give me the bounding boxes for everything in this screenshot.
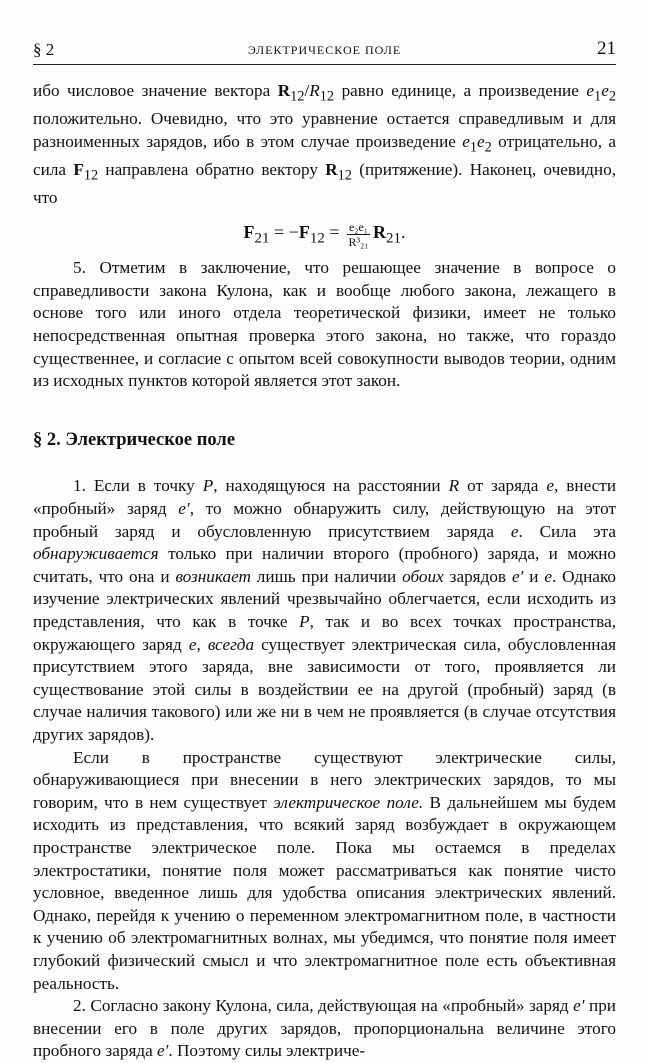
page-number: 21 xyxy=(597,38,616,59)
paragraph-field: Если в пространстве существуют электрические силы, обнаруживающиеся при внесении в него электрических зарядов, то мы говорим, что в нем существует электрическое поле. В дальнейшем мы будем исходить из представления, что всякий заряд возбуждает в окружающем пространстве электрическое поле. Пока мы остаемся в пределах электростатики, понятие поля может рассматриваться как понятие чисто условное, введенное лишь для удобства описания электрических явлений. Однако, перейдя к учению о переменном электромагнитном поле, в частности к учению об электромагнитных волнах, мы убедимся, что понятие поля имеет глубокий физический смысл и что электромагнитное поле есть объективная реальность. xyxy=(33,747,616,993)
section-marker: § 2 xyxy=(33,40,55,59)
paragraph-2: 2. Согласно закону Кулона, сила, действующая на «пробный» заряд e′ при внесении его в поле других зарядов, пропорциональна величине этого пробного заряда e′. Поэтому силы электриче- xyxy=(33,996,616,1061)
paragraph-1: 1. Если в точку P, находящуюся на расстоянии R от заряда e, внести «пробный» заряд e′, то можно обнаружить силу, действующую на этот пробный заряд и обусловленную присутствием заряда e. Сила эта обнаруживается только при наличии второго (пробного) заряда, и можно считать, что она и возникает лишь при наличии обоих зарядов e′ и e. Однако изучение электрических явлений чрезвычайно облегчается, если исходить из представления, что как в точке P, так и во всех точках пространства, окружающего заряд e, всегда существует электрическая сила, обусловленная присутствием этого заряда, вне зависимости от того, проявляется ли существование этой силы в воздействии ее на другой (пробный) заряд (в случае наличия такового) или же ни в чем не проявляется (в случае отсутствия других зарядов). xyxy=(33,476,617,744)
page-body xyxy=(33,80,616,1063)
coulomb-formula: $F_{21} = -F_{12}$ = $\frac{\text{e₂e₁}}{\text{R³₂₁}}$ $R_{21}$. xyxy=(243,219,406,249)
header-rule xyxy=(33,64,616,65)
running-header xyxy=(33,38,616,62)
formula-fraction: $\frac{\text{e₂e₁}}{\text{R³₂₁}}$ xyxy=(348,219,369,249)
paragraph-5: 5. Отметим в заключение, что решающее значение в вопросе о справедливости закона Кулона, как и вообще любого закона, лежащего в основе того или иного отдела теоретической физики, имеет не только непосредственная опытная проверка этого закона, но также, что гораздо существеннее, и согласие с опытом всей совокупности выводов теории, одним из исходных пунктов которой является этот закон. xyxy=(33,258,616,391)
section-heading: § 2. Электрическое поле xyxy=(33,429,236,450)
running-title: ЭЛЕКТРИЧЕСКОЕ ПОЛЕ xyxy=(247,43,402,57)
paragraph-continued: ибо числовое значение вектора $R_{12}/R_{12}$ равно единице, а произведение $e_1e_2$ положительно. Очевидно, что это уравнение остается справедливым и для разноименных зарядов, ибо в этом случае произведение $e_1e_2$ отрицательно, а сила $F_{12}$ направлена обратно вектору $R_{12}$ (притяжение). Наконец, очевидно, что xyxy=(33,81,616,207)
